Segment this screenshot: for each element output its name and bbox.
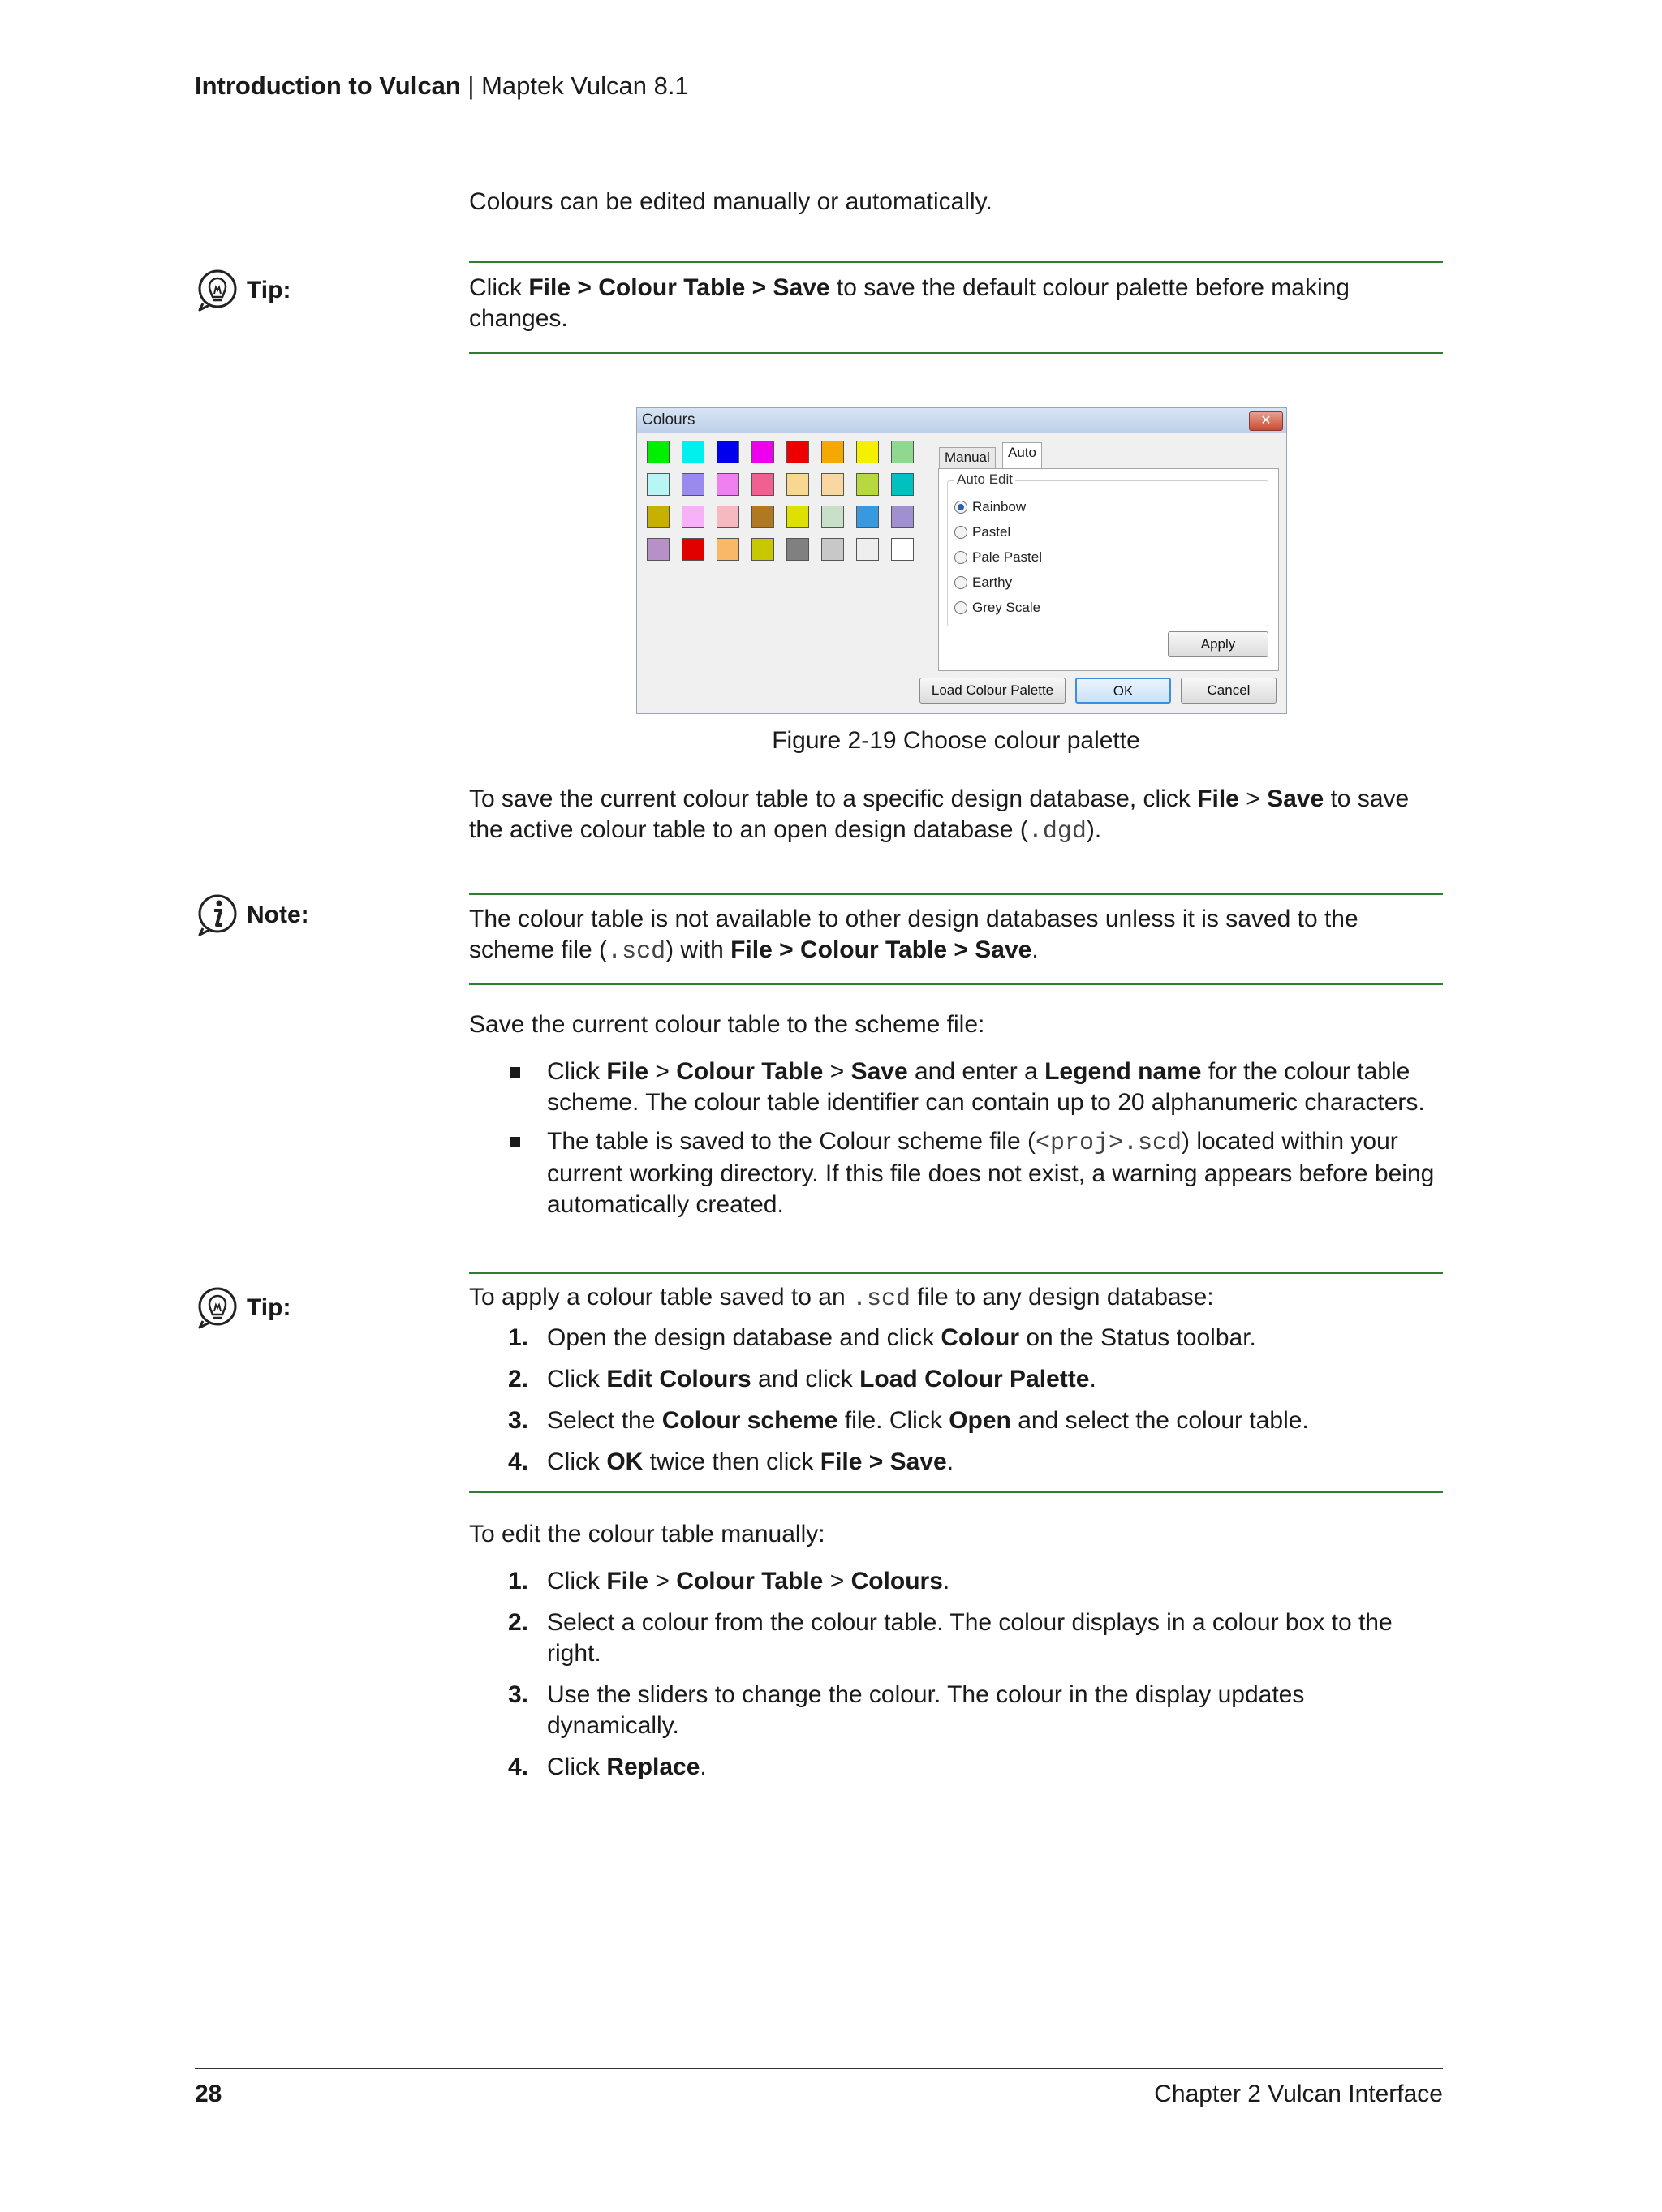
bullet-icon xyxy=(510,1067,520,1078)
radio-pastel[interactable]: Pastel xyxy=(954,524,1010,540)
colour-swatch[interactable] xyxy=(891,506,914,528)
manual-intro: To edit the colour table manually: xyxy=(469,1521,825,1547)
tip-top-rule xyxy=(469,261,1443,263)
colour-swatch[interactable] xyxy=(856,538,879,561)
numbered-step: 2. Select a colour from the colour table. The colour displays in a colour box to the right. xyxy=(508,1609,1393,1667)
tip-label: Tip: xyxy=(195,268,291,313)
scheme-bullet-list xyxy=(469,1057,1443,1220)
colour-swatch[interactable] xyxy=(821,441,844,463)
tab-manual[interactable]: Manual xyxy=(939,447,996,468)
radio-selected-icon xyxy=(954,501,967,514)
colour-swatch[interactable] xyxy=(751,441,774,463)
tip2-bottom-rule xyxy=(469,1491,1443,1493)
page-number: 28 xyxy=(195,2081,222,2107)
intro-paragraph: Colours can be edited manually or automatically. xyxy=(469,188,992,215)
tip-label: Tip: xyxy=(195,1285,291,1331)
colour-swatch[interactable] xyxy=(786,473,809,496)
tab-auto[interactable]: Auto xyxy=(1002,442,1042,470)
chapter-title: Chapter 2 Vulcan Interface xyxy=(1154,2081,1443,2107)
bullet-item: Click File > Colour Table > Save and enter a Legend name for the colour table scheme. The colour table identifier can contain up to 20 alphanumeric characters. xyxy=(469,1057,1443,1118)
colour-swatch[interactable] xyxy=(821,506,844,528)
info-icon xyxy=(195,893,240,938)
numbered-step: 3. Select the Colour scheme file. Click Open and select the colour table. xyxy=(508,1407,1309,1434)
colour-swatch[interactable] xyxy=(682,441,704,463)
numbered-step: 1. Open the design database and click Colour on the Status toolbar. xyxy=(508,1324,1256,1351)
colour-swatch[interactable] xyxy=(891,473,914,496)
footer-rule xyxy=(195,2068,1443,2069)
colour-swatch[interactable] xyxy=(751,473,774,496)
bullet-item: The table is saved to the Colour scheme file (<proj>.scd) located within your current working directory. If this file does not exist, a warning appears before being automatically created. xyxy=(469,1126,1443,1220)
numbered-step: 1. Click File > Colour Table > Colours. xyxy=(508,1568,950,1594)
numbered-step: 4. Click Replace. xyxy=(508,1754,707,1780)
header-title: Introduction to Vulcan xyxy=(195,71,461,100)
radio-earthy[interactable]: Earthy xyxy=(954,575,1012,591)
load-colour-palette-button[interactable]: Load Colour Palette xyxy=(919,678,1066,704)
running-header xyxy=(195,71,689,101)
numbered-step: 4. Click OK twice then click File > Save. xyxy=(508,1448,954,1475)
colour-swatch[interactable] xyxy=(856,473,879,496)
save-paragraph: To save the current colour table to a specific design database, click File > Save to save the active colour table to an open design database (.dgd). xyxy=(469,785,1410,846)
colour-swatch[interactable] xyxy=(751,538,774,561)
ok-button[interactable]: OK xyxy=(1075,678,1171,704)
header-separator: | xyxy=(460,71,482,100)
auto-edit-legend: Auto Edit xyxy=(954,471,1015,488)
colour-swatch[interactable] xyxy=(821,538,844,561)
colour-swatch[interactable] xyxy=(717,538,739,561)
numbered-step: 3. Use the sliders to change the colour. The colour in the display updates dynamically. xyxy=(508,1681,1305,1739)
colour-swatch[interactable] xyxy=(891,538,914,561)
colour-swatch[interactable] xyxy=(682,473,704,496)
tip2-top-rule xyxy=(469,1272,1443,1274)
tip-text: Click File > Colour Table > Save to save the default colour palette before making changes. xyxy=(469,274,1350,332)
close-icon[interactable]: ✕ xyxy=(1249,411,1283,431)
lightbulb-icon xyxy=(195,268,240,313)
note-top-rule xyxy=(469,893,1443,895)
colour-swatch[interactable] xyxy=(647,506,670,528)
tip2-intro: To apply a colour table saved to an .scd file to any design database: xyxy=(469,1284,1214,1313)
figure-caption: Figure 2-19 Choose colour palette xyxy=(772,727,1140,754)
colour-swatch[interactable] xyxy=(891,441,914,463)
colour-swatch[interactable] xyxy=(717,506,739,528)
scheme-intro: Save the current colour table to the scheme file: xyxy=(469,1011,985,1038)
cancel-button[interactable]: Cancel xyxy=(1181,678,1277,704)
tip2-steps xyxy=(469,1323,1443,1478)
colour-swatch[interactable] xyxy=(751,506,774,528)
lightbulb-icon xyxy=(195,1285,240,1331)
colour-swatch[interactable] xyxy=(821,473,844,496)
colour-swatch[interactable] xyxy=(717,441,739,463)
colour-swatch[interactable] xyxy=(647,441,670,463)
colour-swatch[interactable] xyxy=(786,441,809,463)
dialog-title: Colours xyxy=(642,411,695,428)
colour-swatch[interactable] xyxy=(682,538,704,561)
apply-button[interactable]: Apply xyxy=(1168,631,1268,657)
colour-swatch[interactable] xyxy=(647,473,670,496)
colour-swatch[interactable] xyxy=(647,538,670,561)
colour-swatch[interactable] xyxy=(786,538,809,561)
tip-bottom-rule xyxy=(469,352,1443,354)
note-bottom-rule xyxy=(469,983,1443,985)
colour-swatch[interactable] xyxy=(682,506,704,528)
radio-grey-scale[interactable]: Grey Scale xyxy=(954,600,1040,616)
manual-steps xyxy=(469,1566,1443,1783)
note-text: The colour table is not available to other design databases unless it is saved to the scheme file (.scd) with File > Colour Table > Save. xyxy=(469,906,1358,966)
auto-tab-panel xyxy=(938,468,1279,671)
numbered-step: 2. Click Edit Colours and click Load Colour Palette. xyxy=(508,1366,1096,1392)
note-label: Note: xyxy=(195,893,309,938)
colour-swatch[interactable] xyxy=(717,473,739,496)
radio-rainbow[interactable]: Rainbow xyxy=(954,499,1026,515)
colour-swatch[interactable] xyxy=(856,506,879,528)
auto-edit-group xyxy=(947,471,1268,626)
radio-pale-pastel[interactable]: Pale Pastel xyxy=(954,549,1042,566)
colour-swatch[interactable] xyxy=(786,506,809,528)
dialog-titlebar xyxy=(637,408,1286,433)
header-product: Maptek Vulcan 8.1 xyxy=(481,71,689,100)
colours-dialog-screenshot xyxy=(636,407,1287,714)
bullet-icon xyxy=(510,1137,520,1147)
colour-swatch[interactable] xyxy=(856,441,879,463)
